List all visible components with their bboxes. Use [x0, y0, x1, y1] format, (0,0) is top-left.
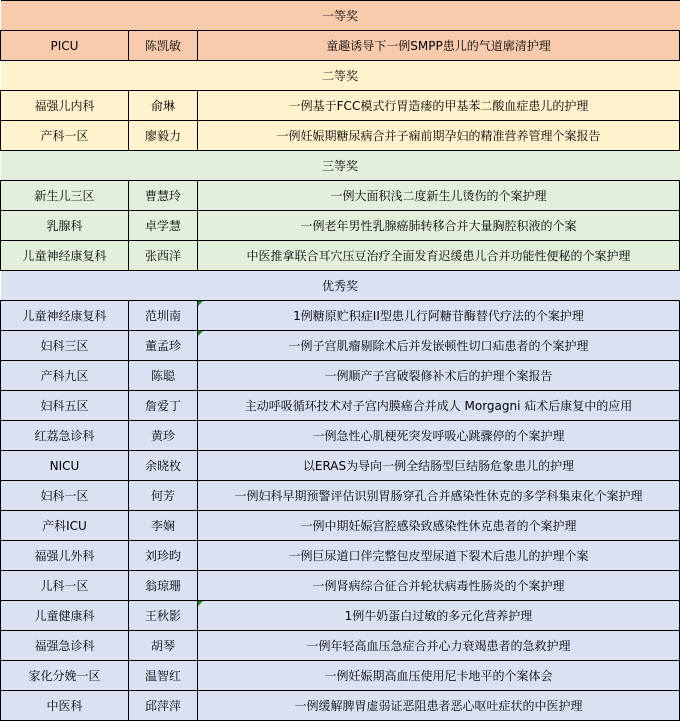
section-title[interactable]: 三等奖 [1, 151, 680, 181]
department-cell[interactable] [1, 631, 129, 661]
department-cell-text: 福强急诊科 [34, 639, 95, 653]
name-cell[interactable] [129, 121, 198, 151]
section-header [1, 1, 680, 31]
table-row [1, 301, 680, 331]
table-row [1, 31, 680, 61]
department-cell-text: 儿科一区 [40, 579, 89, 593]
name-cell-text: 余晓枚 [144, 459, 181, 473]
name-cell[interactable] [129, 571, 198, 601]
name-cell-text: 曹慧玲 [144, 189, 181, 203]
department-cell[interactable] [1, 301, 129, 331]
title-cell[interactable] [198, 211, 680, 241]
name-cell[interactable] [129, 361, 198, 391]
name-cell-text: 陈凯敏 [144, 39, 181, 53]
department-cell[interactable] [1, 601, 129, 631]
department-cell-text: 妇科一区 [40, 489, 89, 503]
table-row [1, 241, 680, 271]
title-cell[interactable] [198, 181, 680, 211]
department-cell[interactable] [1, 691, 129, 721]
department-cell[interactable] [1, 241, 129, 271]
table-row [1, 571, 680, 601]
department-cell[interactable] [1, 481, 129, 511]
title-cell[interactable] [198, 421, 680, 451]
name-cell-text: 何芳 [150, 489, 175, 503]
table-row [1, 91, 680, 121]
table-row [1, 211, 680, 241]
department-cell[interactable] [1, 361, 129, 391]
title-cell-text: 一例缓解脾胃虚弱证恶阻患者恶心呕吐症状的中医护理 [294, 699, 583, 713]
title-cell[interactable] [198, 121, 680, 151]
name-cell-text: 刘珍昀 [144, 549, 181, 563]
title-cell[interactable] [198, 301, 680, 331]
section-title[interactable]: 一等奖 [1, 1, 680, 31]
department-cell-text: 红荔急诊科 [34, 429, 95, 443]
department-cell[interactable] [1, 421, 129, 451]
table-row [1, 631, 680, 661]
department-cell-text: PICU [50, 38, 79, 53]
table-row [1, 511, 680, 541]
department-cell[interactable] [1, 511, 129, 541]
department-cell-text: 产科九区 [40, 369, 89, 383]
table-row [1, 661, 680, 691]
name-cell-text: 邱萍萍 [144, 699, 181, 713]
department-cell-text: 福强儿内科 [34, 99, 95, 113]
department-cell-text: 福强儿外科 [34, 549, 95, 563]
title-cell-text: 一例妇科早期预警评估识别胃肠穿孔合并感染性休克的多学科集束化个案护理 [234, 489, 643, 503]
name-cell[interactable] [129, 451, 198, 481]
department-cell-text: 产科ICU [42, 519, 87, 533]
title-cell-text: 一例顺产子宫破裂修补术后的护理个案报告 [324, 369, 553, 383]
title-cell[interactable] [198, 451, 680, 481]
department-cell-text: 妇科五区 [40, 399, 89, 413]
department-cell[interactable] [1, 661, 129, 691]
name-cell[interactable] [129, 91, 198, 121]
department-cell-text: 中医科 [46, 699, 83, 713]
department-cell-text: 新生儿三区 [34, 189, 95, 203]
department-cell[interactable] [1, 211, 129, 241]
title-cell-text: 一例基于FCC模式行胃造瘘的甲基苯二酸血症患儿的护理 [288, 99, 589, 113]
table-row [1, 391, 680, 421]
title-cell[interactable] [198, 661, 680, 691]
department-cell-text: 乳腺科 [46, 219, 83, 233]
department-cell-text: 儿童神经康复科 [22, 249, 107, 263]
department-cell[interactable] [1, 331, 129, 361]
name-cell-text: 董孟珍 [144, 339, 181, 353]
department-cell-text: 产科一区 [40, 129, 89, 143]
department-cell[interactable] [1, 31, 129, 61]
name-cell[interactable] [129, 691, 198, 721]
section-header [1, 61, 680, 91]
table-row [1, 181, 680, 211]
name-cell-text: 廖毅力 [144, 129, 181, 143]
table-row [1, 601, 680, 631]
table-row [1, 361, 680, 391]
department-cell[interactable] [1, 541, 129, 571]
title-cell[interactable] [198, 511, 680, 541]
department-cell[interactable] [1, 121, 129, 151]
name-cell-text: 范圳南 [144, 309, 181, 323]
table-row [1, 121, 680, 151]
name-cell-text: 詹爱丁 [144, 399, 181, 413]
name-cell-text: 王秋影 [144, 609, 181, 623]
department-cell-text: NICU [49, 458, 80, 473]
department-cell[interactable] [1, 451, 129, 481]
title-cell[interactable] [198, 391, 680, 421]
name-cell[interactable] [129, 421, 198, 451]
table-row [1, 421, 680, 451]
name-cell[interactable] [129, 511, 198, 541]
title-cell[interactable] [198, 361, 680, 391]
name-cell[interactable] [129, 211, 198, 241]
title-cell[interactable] [198, 331, 680, 361]
title-cell-text: 童趣诱导下一例SMPP患儿的气道廓清护理 [326, 39, 551, 53]
title-cell-text: 一例急性心肌梗死突发呼吸心跳骤停的个案护理 [312, 429, 565, 443]
title-cell-text: 一例大面积浅二度新生儿烫伤的个案护理 [330, 189, 547, 203]
title-cell[interactable] [198, 481, 680, 511]
title-cell-text: 一例中期妊娠宫腔感染致感染性休克患者的个案护理 [300, 519, 577, 533]
department-cell[interactable] [1, 391, 129, 421]
name-cell-text: 温智红 [144, 669, 181, 683]
department-cell-text: 儿童神经康复科 [22, 309, 107, 323]
department-cell-text: 家化分娩一区 [28, 669, 101, 683]
comment-marker-icon[interactable] [198, 331, 203, 336]
department-cell[interactable] [1, 91, 129, 121]
name-cell-text: 翁琼珊 [144, 579, 181, 593]
name-cell[interactable] [129, 541, 198, 571]
title-cell[interactable] [198, 91, 680, 121]
title-cell-text: 一例巨尿道口伴完整包皮型尿道下裂术后患儿的护理个案 [288, 549, 589, 563]
table-row [1, 691, 680, 721]
title-cell[interactable] [198, 631, 680, 661]
title-cell-text: 1例牛奶蛋白过敏的多元化营养护理 [344, 609, 533, 623]
table-row [1, 451, 680, 481]
title-cell-text: 一例子宫肌瘤剔除术后并发嵌顿性切口疝患者的个案护理 [288, 339, 589, 353]
table-row [1, 331, 680, 361]
title-cell-text: 以ERAS为导向一例全结肠型巨结肠危象患儿的护理 [302, 459, 575, 473]
title-cell-text: 一例老年男性乳腺癌肺转移合并大量胸腔积液的个案 [300, 219, 577, 233]
department-cell-text: 儿童健康科 [34, 609, 95, 623]
name-cell[interactable] [129, 301, 198, 331]
department-cell[interactable] [1, 181, 129, 211]
name-cell-text: 卓学慧 [144, 219, 181, 233]
name-cell[interactable] [129, 31, 198, 61]
name-cell-text: 张西洋 [144, 249, 181, 263]
title-cell-text: 一例年轻高血压急症合并心力衰竭患者的急救护理 [306, 639, 571, 653]
title-cell-text: 中医推拿联合耳穴压豆治疗全面发育迟缓患儿合并功能性便秘的个案护理 [246, 249, 631, 263]
name-cell[interactable] [129, 181, 198, 211]
title-cell[interactable] [198, 241, 680, 271]
department-cell[interactable] [1, 571, 129, 601]
section-title[interactable]: 二等奖 [1, 61, 680, 91]
comment-marker-icon[interactable] [198, 301, 203, 306]
name-cell[interactable] [129, 631, 198, 661]
name-cell[interactable] [129, 331, 198, 361]
title-cell[interactable] [198, 31, 680, 61]
title-cell[interactable] [198, 691, 680, 721]
title-cell-text: 一例妊娠期高血压使用尼卡地平的个案体会 [324, 669, 553, 683]
name-cell-text: 俞琳 [150, 99, 175, 113]
table-row [1, 541, 680, 571]
title-cell-text: 一例妊娠期糖尿病合并子痫前期孕妇的精准营养管理个案报告 [276, 129, 601, 143]
comment-marker-icon[interactable] [198, 601, 203, 606]
name-cell[interactable] [129, 481, 198, 511]
title-cell[interactable] [198, 541, 680, 571]
section-header [1, 151, 680, 181]
title-cell[interactable] [198, 571, 680, 601]
name-cell-text: 陈聪 [150, 369, 175, 383]
section-title[interactable]: 优秀奖 [1, 271, 680, 301]
department-cell-text: 妇科三区 [40, 339, 89, 353]
table-row [1, 481, 680, 511]
name-cell[interactable] [129, 241, 198, 271]
title-cell-text: 一例肾病综合征合并轮状病毒性肠炎的个案护理 [312, 579, 565, 593]
name-cell-text: 胡琴 [150, 639, 175, 653]
name-cell-text: 黄珍 [150, 429, 175, 443]
name-cell[interactable] [129, 661, 198, 691]
section-header [1, 271, 680, 301]
name-cell[interactable] [129, 391, 198, 421]
title-cell-text: 1例糖原贮积症II型患儿行阿糖苷酶替代疗法的个案护理 [293, 309, 584, 323]
name-cell-text: 李娴 [150, 519, 175, 533]
name-cell[interactable] [129, 601, 198, 631]
title-cell-text: 主动呼吸循环技术对子宫内膜癌合并成人 Morgagni 疝术后康复中的应用 [244, 399, 633, 413]
title-cell[interactable] [198, 601, 680, 631]
